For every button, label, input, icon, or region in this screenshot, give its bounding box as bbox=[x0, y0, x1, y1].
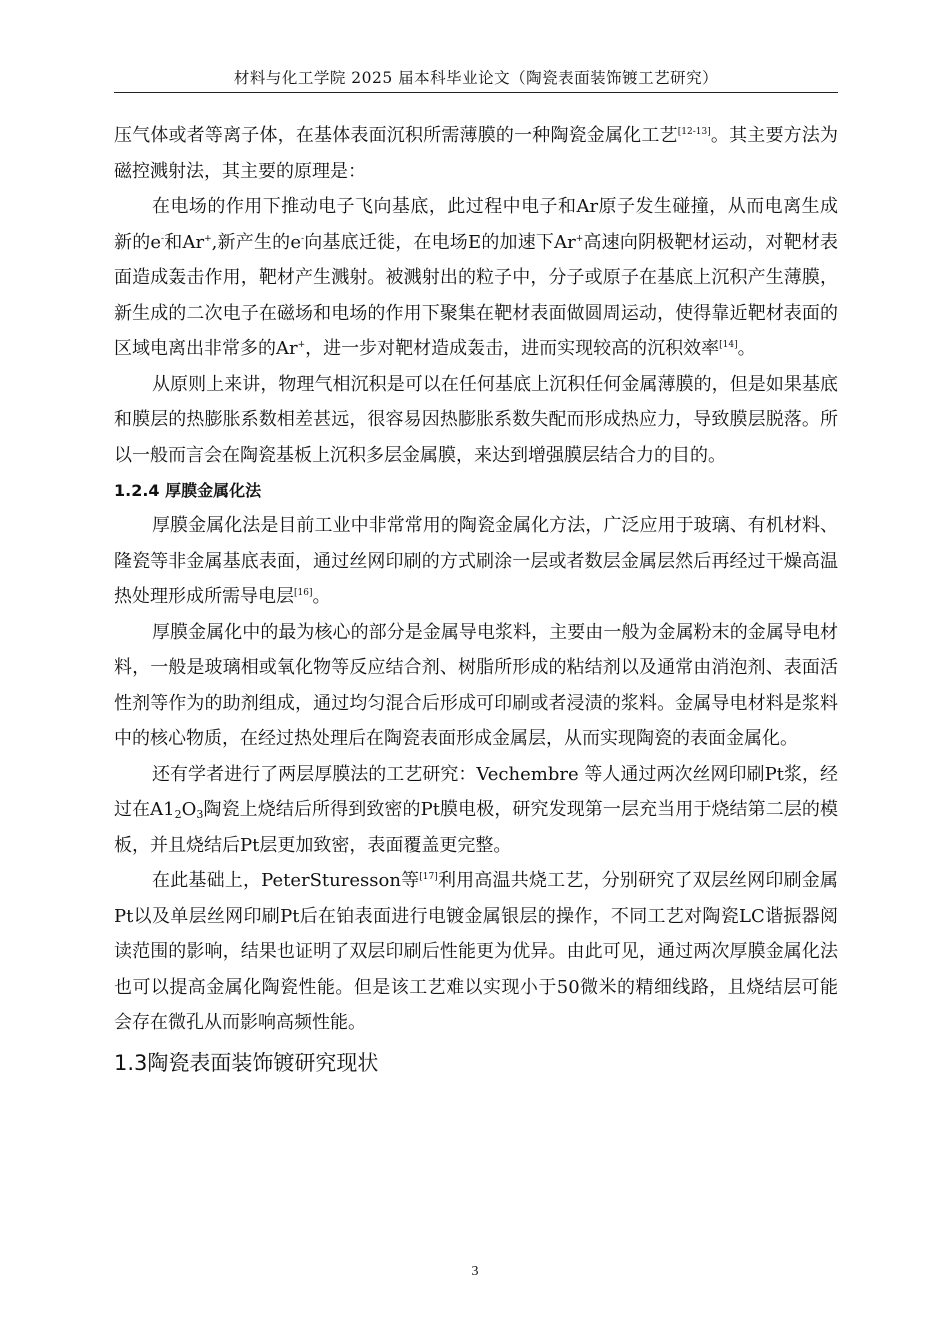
superscript: + bbox=[575, 233, 584, 244]
citation: [16] bbox=[294, 588, 313, 598]
main-body bbox=[114, 118, 838, 1083]
citation: [17] bbox=[419, 872, 438, 882]
paragraph-thick-film-intro: 厚膜金属化法是目前工业中非常常用的陶瓷金属化方法，广泛应用于玻璃、有机材料、隆瓷等非金属基底表面，通过丝网印刷的方式刷涂一层或者数层金属层然后再经过干燥高温热处理形成所需导电层[16]。 bbox=[114, 515, 838, 607]
paragraph-sputtering-principle: 在电场的作用下推动电子飞向基底，此过程中电子和Ar原子发生碰撞，从而电离生成新的e-和Ar+,新产生的e-向基底迁徙，在电场E的加速下Ar+高速向阴极靶材运动，对靶材表面造成轰击作用，靶材产生溅射。被溅射出的粒子中，分子或原子在基底上沉积产生薄膜，新生成的二次电子在磁场和电场的作用下聚集在靶材表面做圆周运动，使得靠近靶材表面的区域电离出非常多的Ar+，进一步对靶材造成轰击，进而实现较高的沉积效率[14]。 bbox=[114, 196, 838, 359]
paragraph-continued: 压气体或者等离子体，在基体表面沉积所需薄膜的一种陶瓷金属化工艺[12-13]。其主要方法为磁控溅射法，其主要的原理是： bbox=[114, 125, 838, 182]
superscript: - bbox=[301, 233, 305, 244]
superscript: + bbox=[297, 340, 306, 350]
section-heading-1-2-4: 1.2.4 厚膜金属化法 bbox=[114, 481, 262, 500]
section-heading-1-3: 1.3陶瓷表面装饰镀研究现状 bbox=[114, 1050, 379, 1075]
paragraph-cofiring-study: 在此基础上，PeterSturesson等[17]利用高温共烧工艺，分别研究了双层丝网印刷金属Pt以及单层丝网印刷Pt后在铂表面进行电镀金属银层的操作，不同工艺对陶瓷LC谐振器阅读范围的影响，结果也证明了双层印刷后性能更为优异。由此可见，通过两次厚膜金属化法也可以提高金属化陶瓷性能。但是该工艺难以实现小于50微米的精细线路，且烧结层可能会存在微孔从而影响高频性能。 bbox=[114, 870, 838, 1033]
running-header: 材料与化工学院 2025 届本科毕业论文（陶瓷表面装饰镀工艺研究） bbox=[233, 69, 719, 87]
header-divider bbox=[114, 92, 838, 93]
citation: [14] bbox=[719, 340, 738, 350]
subscript: 3 bbox=[196, 808, 204, 821]
paragraph-two-layer-study: 还有学者进行了两层厚膜法的工艺研究：Vechembre 等人通过两次丝网印刷Pt浆，经过在$A1_2O_3$陶瓷上烧结后所得到致密的Pt膜电极，研究发现第一层充当用于烧结第二层的模板，并且烧结后Pt层更加致密，表面覆盖更完整。 bbox=[114, 763, 838, 856]
citation: [12-13] bbox=[677, 127, 711, 137]
subscript: 2 bbox=[174, 808, 182, 821]
superscript: - bbox=[161, 233, 165, 244]
paragraph-pvd-stress: 从原则上来讲，物理气相沉积是可以在任何基底上沉积任何金属薄膜的，但是如果基底和膜层的热膨胀系数相差甚远，很容易因热膨胀系数失配而形成热应力，导致膜层脱落。所以一般而言会在陶瓷基板上沉积多层金属膜，来达到增强膜层结合力的目的。 bbox=[114, 373, 838, 466]
page-number: 3 bbox=[471, 1264, 479, 1279]
paragraph-conductive-paste: 厚膜金属化中的最为核心的部分是金属导电浆料，主要由一般为金属粉末的金属导电材料，一般是玻璃相或氧化物等反应结合剂、树脂所形成的粘结剂以及通常由消泡剂、表面活性剂等作为的助剂组成，通过均匀混合后形成可印刷或者浸渍的浆料。金属导电材料是浆料中的核心物质，在经过热处理后在陶瓷表面形成金属层，从而实现陶瓷的表面金属化。 bbox=[114, 621, 838, 749]
superscript: + bbox=[204, 233, 212, 244]
